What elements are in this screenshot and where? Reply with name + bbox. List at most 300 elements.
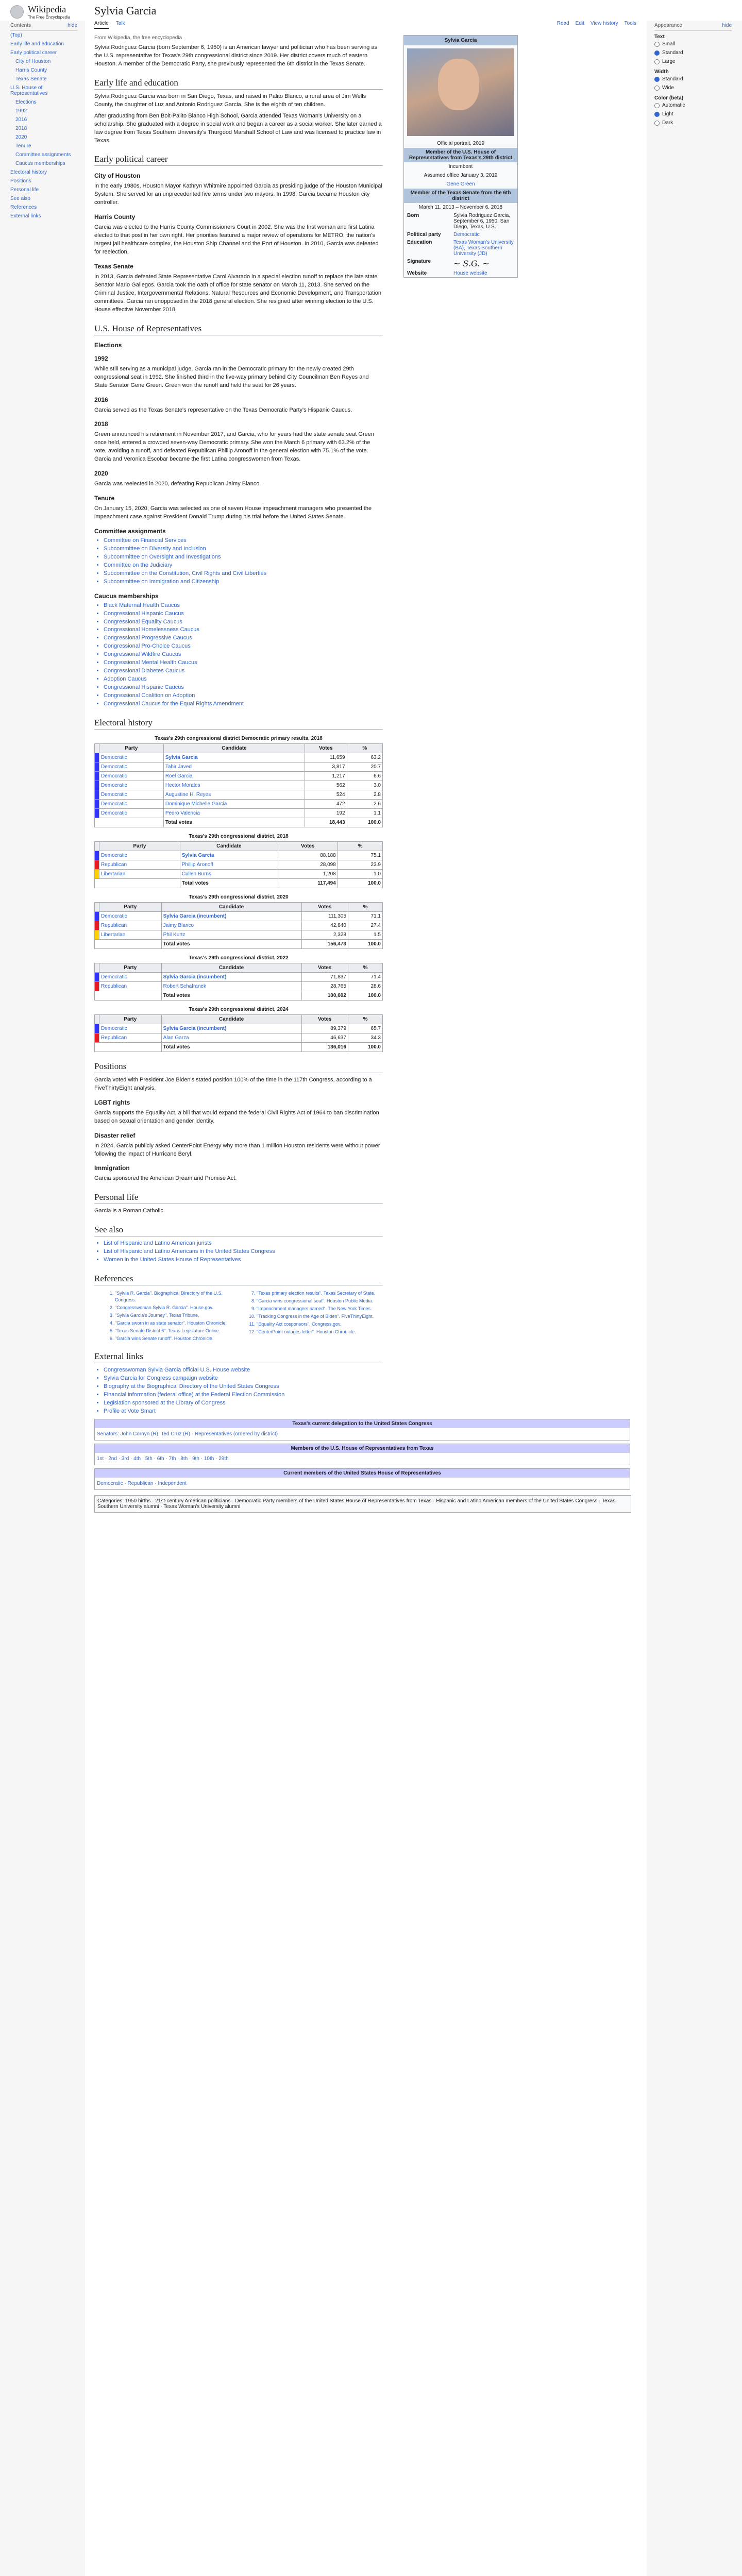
navbox xyxy=(94,1444,630,1465)
party-value[interactable]: Democratic xyxy=(453,232,480,238)
table-cell[interactable]: Democratic xyxy=(99,790,164,799)
list-item[interactable]: • Profile at Vote Smart xyxy=(104,1408,383,1416)
paragraph-2018: Green announced his retirement in November 2017, and Garcia, who for years had the state senate seat Green once held, entered a crowded seven-way Democratic primary. She won the March 6 primary with 63.2% of the vote, avoiding a runoff, and defeated Republican Phillip Aronoff in the general election with 75.1% of the vote. Garcia and Veronica Escobar became the first Latina congresswomen from Texas. xyxy=(94,431,374,463)
table-cell[interactable]: Hector Morales xyxy=(163,781,305,790)
table-cell[interactable]: Cullen Burns xyxy=(180,869,278,878)
table-cell: 71,837 xyxy=(301,972,348,981)
toc-item[interactable]: Positions xyxy=(10,178,31,184)
toc-item[interactable]: Harris County xyxy=(15,67,47,73)
born-value: Sylvia Rodriguez Garcia, September 6, 1950, San Diego, Texas, U.S. xyxy=(453,213,511,230)
toc-item[interactable]: U.S. House of Representatives xyxy=(10,85,48,96)
toc-header xyxy=(10,21,77,31)
table-cell: 111,305 xyxy=(301,911,348,921)
table-caption: Texas's 29th congressional district, 2020 xyxy=(189,894,289,900)
site-name: Wikipedia xyxy=(28,4,66,14)
tab-talk[interactable]: Talk xyxy=(115,21,125,26)
infobox-senate-term: March 11, 2013 – November 6, 2018 xyxy=(418,205,503,210)
table-cell[interactable]: Phillip Aronoff xyxy=(180,860,278,869)
list-item[interactable]: • Congressional Equality Caucus xyxy=(104,618,383,626)
table-row xyxy=(95,851,383,860)
list-item[interactable]: 10. "Tracking Congress in the Age of Biden". FiveThirtyEight. xyxy=(257,1313,383,1320)
table-header: Party xyxy=(99,963,162,972)
section-positions: Positions xyxy=(94,1061,383,1073)
portrait-image[interactable] xyxy=(407,48,514,136)
party-color xyxy=(95,753,99,762)
table-cell[interactable]: Democratic xyxy=(99,762,164,771)
toc-item[interactable]: Early political career xyxy=(10,50,57,56)
external-links-list xyxy=(94,1366,383,1416)
table-cell: 88,188 xyxy=(278,851,338,860)
total-cell: 100,602 xyxy=(301,991,348,1000)
header-swatch xyxy=(95,743,99,753)
table-cell: 2.8 xyxy=(347,790,382,799)
navbox xyxy=(94,1419,630,1440)
toc-item[interactable]: Texas Senate xyxy=(15,76,47,82)
table-cell: 23.9 xyxy=(338,860,382,869)
table-header: Candidate xyxy=(163,743,305,753)
party-color xyxy=(95,781,99,790)
table-cell: 46,637 xyxy=(301,1033,348,1042)
appearance-hide-button[interactable]: hide xyxy=(722,23,732,28)
table-cell[interactable]: Dominique Michelle Garcia xyxy=(163,799,305,808)
navbox-title[interactable]: Current members of the United States House of Representatives xyxy=(95,1469,630,1478)
table-cell[interactable]: Alan Garza xyxy=(161,1033,301,1042)
caucus-list xyxy=(94,602,383,708)
table-cell[interactable]: Sylvia Garcia xyxy=(163,753,305,762)
table-cell[interactable]: Sylvia Garcia (incumbent) xyxy=(161,1024,301,1033)
table-header: Votes xyxy=(301,1014,348,1024)
party-key: Political party xyxy=(407,232,441,238)
radio-label: Standard xyxy=(662,50,683,56)
table-cell[interactable]: Tahir Javed xyxy=(163,762,305,771)
table-total-row xyxy=(95,1042,383,1052)
tab-edit[interactable]: Edit xyxy=(575,21,584,26)
list-item[interactable]: • Subcommittee on Oversight and Investigations xyxy=(104,553,383,562)
total-cell: 136,016 xyxy=(301,1042,348,1052)
table-cell: 34.3 xyxy=(348,1033,382,1042)
table-cell[interactable]: Jaimy Blanco xyxy=(161,921,301,930)
total-cell: 100.0 xyxy=(347,818,382,827)
table-cell: 562 xyxy=(305,781,347,790)
list-item[interactable]: 3. "Sylvia Garcia's Journey". Texas Tribune. xyxy=(115,1312,241,1319)
table-header: Votes xyxy=(278,841,338,851)
appearance-panel xyxy=(654,21,732,127)
sub-texas-senate: Texas Senate xyxy=(94,263,133,270)
education-value[interactable]: Texas Woman's University (BA), Texas Southern University (JD) xyxy=(453,240,514,257)
website-link[interactable]: House website xyxy=(453,270,487,276)
table-cell: 524 xyxy=(305,790,347,799)
signature-image: ~ S.G. ~ xyxy=(453,259,490,268)
radio-option[interactable] xyxy=(654,118,732,127)
table-cell[interactable]: Democratic xyxy=(99,771,164,781)
table-cell[interactable]: Democratic xyxy=(99,808,164,818)
table-cell[interactable]: Roel Garcia xyxy=(163,771,305,781)
table-cell: 472 xyxy=(305,799,347,808)
table-cell: 11,659 xyxy=(305,753,347,762)
table-cell[interactable]: Sylvia Garcia xyxy=(180,851,278,860)
table-cell[interactable]: Republican xyxy=(99,1033,162,1042)
total-cell: Total votes xyxy=(163,818,305,827)
radio-label: Dark xyxy=(662,120,673,126)
table-cell: 28,765 xyxy=(301,981,348,991)
header-swatch xyxy=(95,1014,99,1024)
table-cell[interactable]: Democratic xyxy=(99,972,162,981)
table-caption: Texas's 29th congressional district, 2024 xyxy=(189,1006,289,1012)
infobox-office: Member of the U.S. House of Representatives from Texas's 29th district xyxy=(404,148,517,162)
section-early-political: Early political career xyxy=(94,154,383,166)
total-cell: 100.0 xyxy=(348,1042,382,1052)
list-item[interactable]: • Financial information (federal office) at the Federal Election Commission xyxy=(104,1391,383,1399)
table-row xyxy=(95,911,383,921)
table-cell[interactable]: Sylvia Garcia (incumbent) xyxy=(161,911,301,921)
list-item[interactable]: • Subcommittee on Immigration and Citizenship xyxy=(104,578,383,586)
navbox-title[interactable]: Texas's current delegation to the United States Congress xyxy=(95,1419,630,1428)
total-cell: 18,443 xyxy=(305,818,347,827)
toc-item[interactable]: Personal life xyxy=(10,187,39,193)
categories: Categories: 1950 births · 21st-century American politicians · Democratic Party members of the United States House of Representatives from Texas · Hispanic and Latino American members of the United States Congress · Texas Southern University alumni · Texas Woman's University alumni xyxy=(94,1495,631,1513)
radio-option[interactable] xyxy=(654,83,732,92)
sub-2018: 2018 xyxy=(94,420,108,428)
radio-label: Standard xyxy=(662,76,683,82)
party-color xyxy=(95,930,99,939)
radio-label: Large xyxy=(662,59,676,64)
infobox-incumbent: Incumbent xyxy=(448,164,473,170)
table-row xyxy=(95,799,383,808)
table-cell[interactable]: Sylvia Garcia (incumbent) xyxy=(161,972,301,981)
toc-item[interactable]: (Top) xyxy=(10,32,22,38)
article xyxy=(85,0,647,2576)
infobox-born-row xyxy=(404,212,517,231)
election-table xyxy=(94,734,383,827)
table-row xyxy=(95,972,383,981)
positions-paragraph: Garcia voted with President Joe Biden's stated position 100% of the time in the 117th Congress, according to a FiveThirtyEight analysis. xyxy=(94,1076,372,1091)
navbox-body[interactable]: Senators: John Cornyn (R), Ted Cruz (R) · Representatives (ordered by district) xyxy=(97,1431,278,1437)
color-label: Color (beta) xyxy=(654,95,684,101)
radio-icon xyxy=(654,112,660,117)
party-color xyxy=(95,771,99,781)
table-cell: 1.5 xyxy=(348,930,382,939)
table-cell[interactable]: Democratic xyxy=(99,753,164,762)
table-cell: 28.6 xyxy=(348,981,382,991)
table-cell: 1.1 xyxy=(347,808,382,818)
table-cell: 1,208 xyxy=(278,869,338,878)
election-table xyxy=(94,1005,383,1052)
table-header: Candidate xyxy=(180,841,278,851)
table-row xyxy=(95,781,383,790)
table-cell[interactable]: Democratic xyxy=(99,851,180,860)
tab-article[interactable]: Article xyxy=(94,21,109,29)
list-item[interactable]: • Committee on Financial Services xyxy=(104,537,383,545)
table-cell[interactable]: Republican xyxy=(99,860,180,869)
list-item[interactable]: 12. "CenterPoint outages letter". Houston Chronicle. xyxy=(257,1329,383,1335)
list-item[interactable]: • Congresswoman Sylvia Garcia official U.S. House website xyxy=(104,1366,383,1375)
radio-option[interactable] xyxy=(654,40,732,48)
table-cell: 28,098 xyxy=(278,860,338,869)
table-header: Party xyxy=(99,1014,162,1024)
site-tagline: The Free Encyclopedia xyxy=(28,15,71,20)
election-table xyxy=(94,832,383,888)
toc-item[interactable]: 2020 xyxy=(15,134,27,140)
from-line: From Wikipedia, the free encyclopedia xyxy=(94,35,182,41)
infobox-signature-row xyxy=(404,258,517,269)
born-key: Born xyxy=(407,213,419,218)
table-cell[interactable]: Democratic xyxy=(99,781,164,790)
toc-item[interactable]: City of Houston xyxy=(15,59,51,64)
list-item[interactable]: • Congressional Hispanic Caucus xyxy=(104,610,383,618)
radio-icon xyxy=(654,103,660,108)
table-row xyxy=(95,981,383,991)
toc-item[interactable]: 2018 xyxy=(15,126,27,131)
list-item[interactable]: • Congressional Pro-Choice Caucus xyxy=(104,642,383,651)
sub-committees: Committee assignments xyxy=(94,528,166,535)
section-electoral-history: Electoral history xyxy=(94,718,383,730)
party-color xyxy=(95,808,99,818)
list-item[interactable]: 8. "Garcia wins congressional seat". Houston Public Media. xyxy=(257,1298,383,1304)
table-row xyxy=(95,869,383,878)
party-color xyxy=(95,921,99,930)
table-row xyxy=(95,753,383,762)
sub-1992: 1992 xyxy=(94,354,108,362)
radio-icon xyxy=(654,42,660,47)
toc-item[interactable]: Elections xyxy=(15,99,37,105)
radio-option[interactable] xyxy=(654,110,732,118)
table-cell: 3.0 xyxy=(347,781,382,790)
list-item[interactable]: • Legislation sponsored at the Library of Congress xyxy=(104,1399,383,1408)
list-item[interactable]: 7. "Texas primary election results". Texas Secretary of State. xyxy=(257,1290,383,1297)
list-item[interactable]: 11. "Equality Act cosponsors". Congress.gov. xyxy=(257,1321,383,1328)
list-item[interactable]: 6. "Garcia wins Senate runoff". Houston Chronicle. xyxy=(115,1335,241,1342)
section-early-life: Early life and education xyxy=(94,78,383,90)
table-cell[interactable]: Democratic xyxy=(99,799,164,808)
table-row xyxy=(95,1033,383,1042)
table-header: Votes xyxy=(305,743,347,753)
early-paragraph-1: Sylvia Rodriguez Garcia was born in San Diego, Texas, and raised in Palito Blanco, a rural area of Jim Wells County, the daughter of Luz and Antonio Rodriguez Garcia. She is the eighth of ten children. xyxy=(94,93,366,108)
radio-label: Automatic xyxy=(662,103,685,108)
toc-item[interactable]: Electoral history xyxy=(10,170,47,175)
toc-item[interactable]: External links xyxy=(10,213,41,219)
party-color xyxy=(95,762,99,771)
navbox-body[interactable]: 1st · 2nd · 3rd · 4th · 5th · 6th · 7th · 8th · 9th · 10th · 29th xyxy=(97,1456,229,1462)
table-cell[interactable]: Republican xyxy=(99,921,162,930)
toc-title: Contents xyxy=(10,23,31,28)
radio-icon xyxy=(654,77,660,82)
tab-tools[interactable]: Tools xyxy=(624,21,636,26)
portrait-caption: Official portrait, 2019 xyxy=(436,141,485,146)
table-cell[interactable]: Pedro Valencia xyxy=(163,808,305,818)
table-caption: Texas's 29th congressional district, 2018 xyxy=(189,833,289,839)
table-caption: Texas's 29th congressional district, 2022 xyxy=(189,955,289,961)
paragraph-2020: Garcia was reelected in 2020, defeating Republican Jaimy Blanco. xyxy=(94,481,261,487)
list-item[interactable]: • Sylvia Garcia for Congress campaign website xyxy=(104,1375,383,1383)
list-item[interactable]: • Adoption Caucus xyxy=(104,675,383,684)
table-cell[interactable]: Libertarian xyxy=(99,869,180,878)
table-header: % xyxy=(348,902,382,911)
appearance-title: Appearance xyxy=(654,23,682,28)
tenure-paragraph: On January 15, 2020, Garcia was selected as one of seven House impeachment managers who presented the impeachment case against President Donald Trump during his trial before the United States Senate. xyxy=(94,505,372,520)
total-cell: 156,473 xyxy=(301,939,348,948)
table-header: Votes xyxy=(301,963,348,972)
navbox-title[interactable]: Members of the U.S. House of Representatives from Texas xyxy=(95,1444,630,1453)
party-color xyxy=(95,799,99,808)
globe-icon xyxy=(10,5,24,19)
table-caption: Texas's 29th congressional district Democratic primary results, 2018 xyxy=(155,735,323,741)
wordmark xyxy=(28,4,70,20)
lead-paragraph: Sylvia Rodriguez Garcia (born September 6, 1950) is an American lawyer and politician who has been serving as the U.S. representative for Texas's 29th congressional district since 2019. Her district covers much of eastern Houston. A member of the Democratic Party, she previously represented the 6th district in the Texas Senate. xyxy=(94,44,378,67)
radio-option[interactable] xyxy=(654,57,732,66)
radio-label: Wide xyxy=(662,85,674,91)
sub-harris-county: Harris County xyxy=(94,213,136,221)
table-header: Party xyxy=(99,902,162,911)
list-item[interactable]: • Black Maternal Health Caucus xyxy=(104,602,383,610)
early-paragraph-2: After graduating from Ben Bolt-Palito Blanco High School, Garcia attended Texas Woman's University on a scholarship. She graduated with a degree in social work and began a career as a social worker. She later earned a law degree from Texas Southern University's Thurgood Marshall School of Law and was licensed to practice law in Texas. xyxy=(94,112,382,144)
infobox xyxy=(403,35,518,278)
table-cell[interactable]: Robert Schafranek xyxy=(161,981,301,991)
radio-icon xyxy=(654,121,660,126)
table-cell[interactable]: Libertarian xyxy=(99,930,162,939)
table-cell[interactable]: Phil Kurtz xyxy=(161,930,301,939)
paragraph-1992: While still serving as a municipal judge, Garcia ran in the Democratic primary for the newly created 29th congressional seat in 1992. She finished third in the five-way primary behind City Councilman Ben Reyes and State Senator Gene Green. Green won the runoff and held the seat for 26 years. xyxy=(94,365,369,388)
education-key: Education xyxy=(407,240,432,245)
table-cell: 75.1 xyxy=(338,851,382,860)
total-cell: 100.0 xyxy=(338,878,382,888)
table-cell[interactable]: Augustine H. Reyes xyxy=(163,790,305,799)
sub-city-houston: City of Houston xyxy=(94,172,141,180)
navbox-body[interactable]: Democratic · Republican · Independent xyxy=(97,1481,187,1487)
list-item[interactable]: • List of Hispanic and Latino American jurists xyxy=(104,1240,383,1248)
table-cell: 89,379 xyxy=(301,1024,348,1033)
table-row xyxy=(95,762,383,771)
page-tabs xyxy=(94,21,125,29)
table-cell: 71.1 xyxy=(348,911,382,921)
list-item[interactable]: • Congressional Mental Health Caucus xyxy=(104,659,383,667)
section-see-also: See also xyxy=(94,1225,383,1236)
radio-icon xyxy=(654,59,660,64)
table-header: Party xyxy=(99,841,180,851)
immigration-paragraph: Garcia sponsored the American Dream and Promise Act. xyxy=(94,1175,237,1182)
paragraph-2016: Garcia served as the Texas Senate's representative on the Texas Democratic Party's Hispanic Caucus. xyxy=(94,406,352,413)
sub-caucuses: Caucus memberships xyxy=(94,592,159,600)
table-row xyxy=(95,860,383,869)
list-item[interactable]: 2. "Congresswoman Sylvia R. Garcia". House.gov. xyxy=(115,1304,241,1311)
list-item[interactable]: • Congressional Caucus for the Equal Rights Amendment xyxy=(104,700,383,708)
table-header: % xyxy=(338,841,382,851)
table-cell: 2.6 xyxy=(347,799,382,808)
table-cell[interactable]: Republican xyxy=(99,981,162,991)
header-swatch xyxy=(95,963,99,972)
toc-item[interactable]: 1992 xyxy=(15,108,27,114)
list-item[interactable]: • Congressional Coalition on Adoption xyxy=(104,692,383,700)
toc-item[interactable]: Caucus memberships xyxy=(15,161,65,166)
list-item[interactable]: 5. "Texas Senate District 6". Texas Legislature Online. xyxy=(115,1328,241,1334)
party-color xyxy=(95,972,99,981)
sub-2020: 2020 xyxy=(94,470,108,478)
list-item[interactable]: • Congressional Hispanic Caucus xyxy=(104,684,383,692)
signature-key: Signature xyxy=(407,259,431,264)
list-item[interactable]: 1. "Sylvia R. Garcia". Biographical Directory of the U.S. Congress. xyxy=(115,1290,241,1303)
party-color xyxy=(95,1024,99,1033)
infobox-party-row xyxy=(404,231,517,239)
radio-option[interactable] xyxy=(654,48,732,57)
infobox-education-row xyxy=(404,239,517,258)
wikipedia-logo[interactable] xyxy=(10,4,70,20)
table-row xyxy=(95,1024,383,1033)
infobox-preceded[interactable]: Gene Green xyxy=(446,181,475,187)
list-item[interactable]: • Subcommittee on the Constitution, Civil Rights and Civil Liberties xyxy=(104,570,383,578)
list-item[interactable]: • Congressional Wildfire Caucus xyxy=(104,651,383,659)
list-item[interactable]: • Biography at the Biographical Directory of the United States Congress xyxy=(104,1383,383,1391)
table-total-row xyxy=(95,991,383,1000)
header-swatch xyxy=(95,841,99,851)
table-row xyxy=(95,790,383,799)
table-header: Candidate xyxy=(161,1014,301,1024)
total-cell: Total votes xyxy=(161,1042,301,1052)
table-total-row xyxy=(95,878,383,888)
list-item[interactable]: 4. "Garcia sworn in as state senator". Houston Chronicle. xyxy=(115,1320,241,1327)
toc-item[interactable]: See also xyxy=(10,196,30,201)
party-color xyxy=(95,1033,99,1042)
total-cell: 100.0 xyxy=(348,991,382,1000)
list-item[interactable]: • Women in the United States House of Representatives xyxy=(104,1256,383,1264)
table-cell[interactable]: Democratic xyxy=(99,1024,162,1033)
list-item[interactable]: • Congressional Diabetes Caucus xyxy=(104,667,383,675)
total-cell: Total votes xyxy=(161,939,301,948)
infobox-senate-office: Member of the Texas Senate from the 6th district xyxy=(404,189,517,203)
committee-list xyxy=(94,537,383,586)
toc-item[interactable]: References xyxy=(10,205,37,210)
list-item[interactable]: • Congressional Homelessness Caucus xyxy=(104,626,383,634)
toc-item[interactable]: Committee assignments xyxy=(15,152,71,158)
tab-read[interactable]: Read xyxy=(556,21,569,26)
table-cell: 192 xyxy=(305,808,347,818)
list-item[interactable]: • List of Hispanic and Latino Americans in the United States Congress xyxy=(104,1248,383,1256)
list-item[interactable]: • Congressional Progressive Caucus xyxy=(104,634,383,642)
party-color xyxy=(95,981,99,991)
table-cell: 63.2 xyxy=(347,753,382,762)
toc-hide-button[interactable]: hide xyxy=(68,23,77,28)
section-personal: Personal life xyxy=(94,1192,383,1204)
party-color xyxy=(95,911,99,921)
personal-paragraph: Garcia is a Roman Catholic. xyxy=(94,1208,165,1214)
toc-item[interactable]: 2016 xyxy=(15,117,27,123)
party-color xyxy=(95,790,99,799)
radio-option[interactable] xyxy=(654,101,732,110)
reference-list xyxy=(94,1290,383,1342)
table-row xyxy=(95,771,383,781)
sub-elections: Elections xyxy=(94,341,122,349)
toc-item[interactable]: Early life and education xyxy=(10,41,64,47)
sub-immigration: Immigration xyxy=(94,1164,130,1172)
tab-history[interactable]: View history xyxy=(590,21,618,26)
table-cell: 2,328 xyxy=(301,930,348,939)
disaster-paragraph: In 2024, Garcia publicly asked CenterPoint Energy why more than 1 million Houston residents were without power following the impact of Hurricane Beryl. xyxy=(94,1142,380,1157)
radio-icon xyxy=(654,50,660,56)
table-header: % xyxy=(347,743,382,753)
list-item[interactable]: 9. "Impeachment managers named". The New York Times. xyxy=(257,1306,383,1312)
table-cell: 1,217 xyxy=(305,771,347,781)
list-item[interactable]: • Committee on the Judiciary xyxy=(104,562,383,570)
table-cell[interactable]: Democratic xyxy=(99,911,162,921)
table-header: % xyxy=(348,1014,382,1024)
sub-lgbt: LGBT rights xyxy=(94,1098,130,1106)
section-references: References xyxy=(94,1274,383,1285)
section-us-house: U.S. House of Representatives xyxy=(94,324,383,335)
sub-tenure: Tenure xyxy=(94,495,115,502)
toc-item[interactable]: Tenure xyxy=(15,143,31,149)
view-tabs xyxy=(557,21,636,26)
county-paragraph: Garcia was elected to the Harris County Commissioners Court in 2002. She was the first woman and first Latina elected to that post in her own right. Her priorities featured a major review of operations for METRO, the nation's largest jail healthcare complex, the Houston Ship Channel and the Port of Houston. In 2010, Garcia was defeated for reelection. xyxy=(94,224,379,256)
list-item[interactable]: • Subcommittee on Diversity and Inclusion xyxy=(104,545,383,553)
radio-option[interactable] xyxy=(654,75,732,83)
